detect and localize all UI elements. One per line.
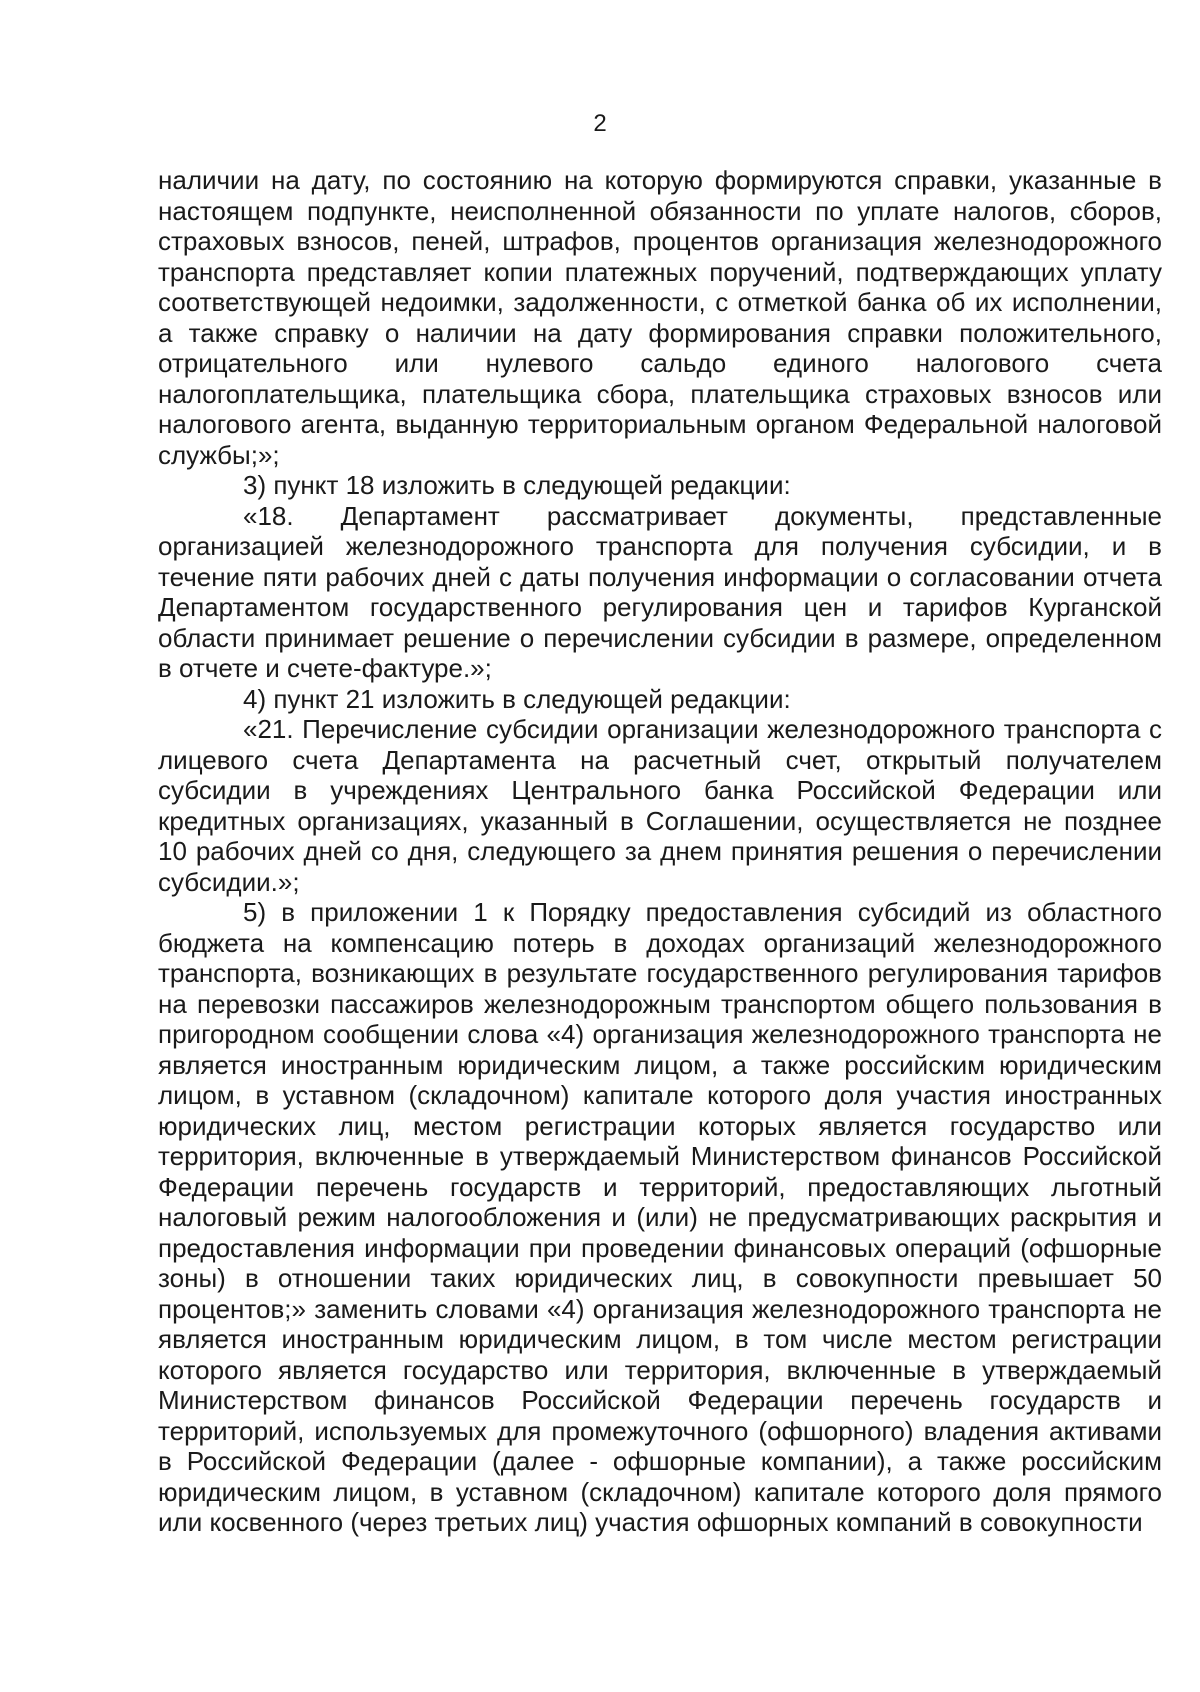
- page-number: 2: [593, 110, 607, 137]
- paragraph-item-5: 5) в приложении 1 к Порядку предоставления субсидий из областного бюджета на компенсацию потерь в доходах организаций железнодорожного транспорта, возникающих в результате государственного регулирования тарифов на перевозки пассажиров железнодорожным транспортом общего пользования в пригородном сообщении слова «4) организация железнодорожного транспорта не является иностранным юридическим лицом, а также российским юридическим лицом, в уставном (складочном) капитале которого доля участия иностранных юридических лиц, местом регистрации которых является государство или территория, включенные в утверждаемый Министерством финансов Российской Федерации перечень государств и территорий, предоставляющих льготный налоговый режим налогообложения и (или) не предусматривающих раскрытия и предоставления информации при проведении финансовых операций (офшорные зоны) в отношении таких юридических лиц, в совокупности превышает 50 процентов;» заменить словами «4) организация железнодорожного транспорта не является иностранным юридическим лицом, в том числе местом регистрации которого является государство или территория, включенные в утверждаемый Министерством финансов Российской Федерации перечень государств и территорий, используемых для промежуточного (офшорного) владения активами в Российской Федерации (далее - офшорные компании), а также российским юридическим лицом, в уставном (складочном) капитале которого доля прямого или косвенного (через третьих лиц) участия офшорных компаний в совокупности: [158, 897, 1162, 1537]
- document-body: [158, 165, 1162, 1538]
- paragraph-continuation: наличии на дату, по состоянию на которую формируются справки, указанные в настоящем подпункте, неисполненной обязанности по уплате налогов, сборов, страховых взносов, пеней, штрафов, процентов организация железнодорожного транспорта представляет копии платежных поручений, подтверждающих уплату соответствующей недоимки, задолженности, с отметкой банка об их исполнении, а также справку о наличии на дату формирования справки положительного, отрицательного или нулевого сальдо единого налогового счета налогоплательщика, плательщика сбора, плательщика страховых взносов или налогового агента, выданную территориальным органом Федеральной налоговой службы;»;: [158, 165, 1162, 470]
- paragraph-item-4: 4) пункт 21 изложить в следующей редакции:: [243, 683, 791, 714]
- paragraph-point-21: «21. Перечисление субсидии организации железнодорожного транспорта с лицевого счета Департамента на расчетный счет, открытый получателем субсидии в учреждениях Центрального банка Российской Федерации или кредитных организациях, указанный в Соглашении, осуществляется не позднее 10 рабочих дней со дня, следующего за днем принятия решения о перечислении субсидии.»;: [158, 714, 1162, 897]
- paragraph-item-3: 3) пункт 18 изложить в следующей редакции:: [243, 470, 791, 500]
- paragraph-point-18: «18. Департамент рассматривает документы, представленные организацией железнодорожного транспорта для получения субсидии, и в течение пяти рабочих дней с даты получения информации о согласовании отчета Департаментом государственного регулирования цен и тарифов Курганской области принимает решение о перечислении субсидии в размере, определенном в отчете и счете-фактуре.»;: [158, 500, 1162, 683]
